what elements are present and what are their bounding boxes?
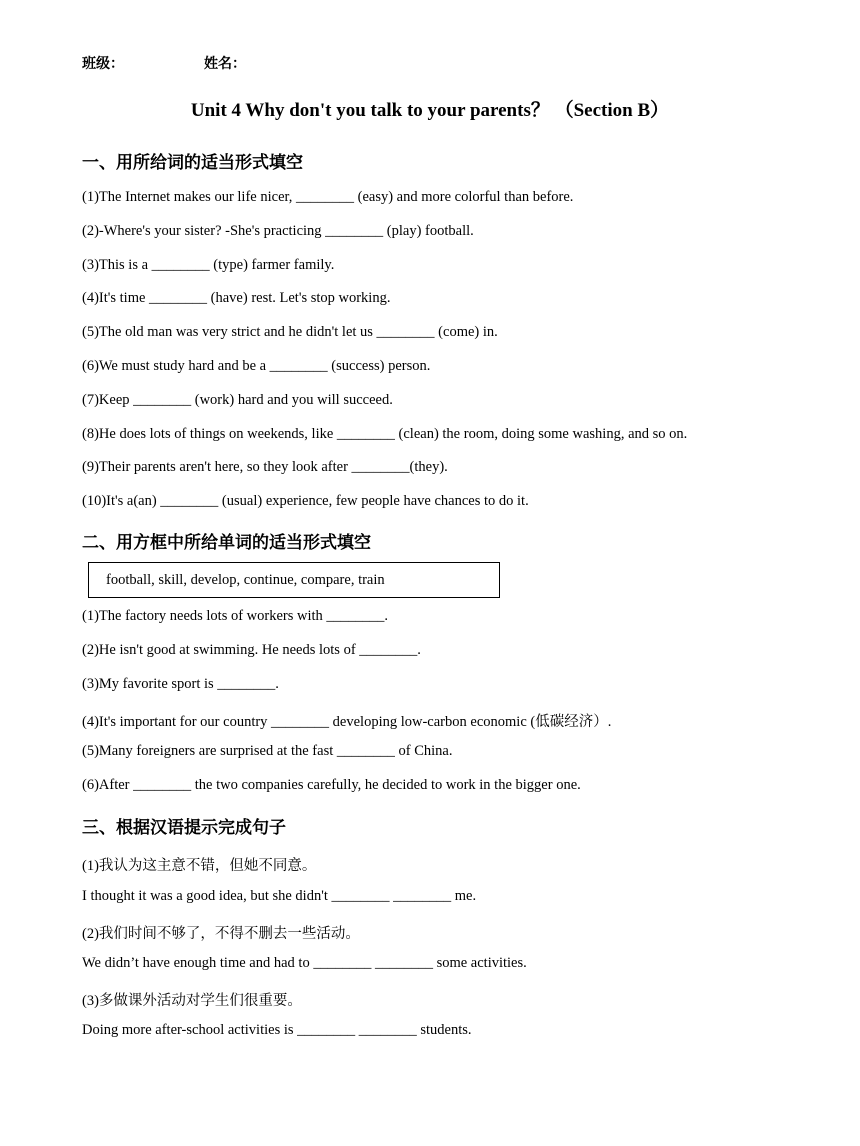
section1-heading: 一、用所给词的适当形式填空 — [82, 153, 303, 173]
section3-chinese-prompt: (2)我们时间不够了，不得不删去一些活动。 — [82, 926, 360, 942]
section3-heading: 三、根据汉语提示完成句子 — [82, 818, 286, 838]
section1-item: (8)He does lots of things on weekends, like ________ (clean) the room, doing some washing, and so on. — [82, 426, 688, 442]
section2-item: (2)He isn't good at swimming. He needs lots of ________. — [82, 642, 421, 658]
word-bank-box: football, skill, develop, continue, compare, train — [88, 562, 500, 598]
class-field-label: 班级： — [82, 56, 124, 72]
name-field-label: 姓名： — [204, 56, 246, 72]
section3-english-sentence: We didn’t have enough time and had to ________ ________ some activities. — [82, 955, 527, 971]
section1-item: (3)This is a ________ (type) farmer family. — [82, 257, 335, 273]
section1-item: (2)-Where's your sister? -She's practicing ________ (play) football. — [82, 223, 474, 239]
section1-item: (1)The Internet makes our life nicer, ________ (easy) and more colorful than before. — [82, 189, 574, 205]
section2-item: (1)The factory needs lots of workers with ________. — [82, 608, 389, 624]
student-info-header — [82, 53, 246, 73]
page-title: Unit 4 Why don't you talk to your parents？ （Section B） — [190, 100, 670, 121]
section1-item: (4)It's time ________ (have) rest. Let's stop working. — [82, 290, 391, 306]
section3-chinese-prompt: (1)我认为这主意不错，但她不同意。 — [82, 858, 317, 874]
section3-chinese-prompt: (3)多做课外活动对学生们很重要。 — [82, 993, 302, 1009]
section1-item: (5)The old man was very strict and he didn't let us ________ (come) in. — [82, 324, 498, 340]
section1-item: (10)It's a(an) ________ (usual) experience, few people have chances to do it. — [82, 493, 529, 509]
section2-item: (4)It's important for our country ________ developing low-carbon economic (低碳经济）. — [82, 714, 612, 730]
section1-item: (6)We must study hard and be a ________ (success) person. — [82, 358, 431, 374]
section3-english-sentence: Doing more after-school activities is ________ ________ students. — [82, 1022, 472, 1038]
section2-item: (5)Many foreigners are surprised at the fast ________ of China. — [82, 743, 453, 759]
section3-english-sentence: I thought it was a good idea, but she didn't ________ ________ me. — [82, 888, 477, 904]
section1-item: (7)Keep ________ (work) hard and you will succeed. — [82, 392, 393, 408]
section1-item: (9)Their parents aren't here, so they look after ________(they). — [82, 459, 448, 475]
section2-heading: 二、用方框中所给单词的适当形式填空 — [82, 533, 371, 553]
section2-item: (3)My favorite sport is ________. — [82, 676, 279, 692]
section2-item: (6)After ________ the two companies carefully, he decided to work in the bigger one. — [82, 777, 581, 793]
